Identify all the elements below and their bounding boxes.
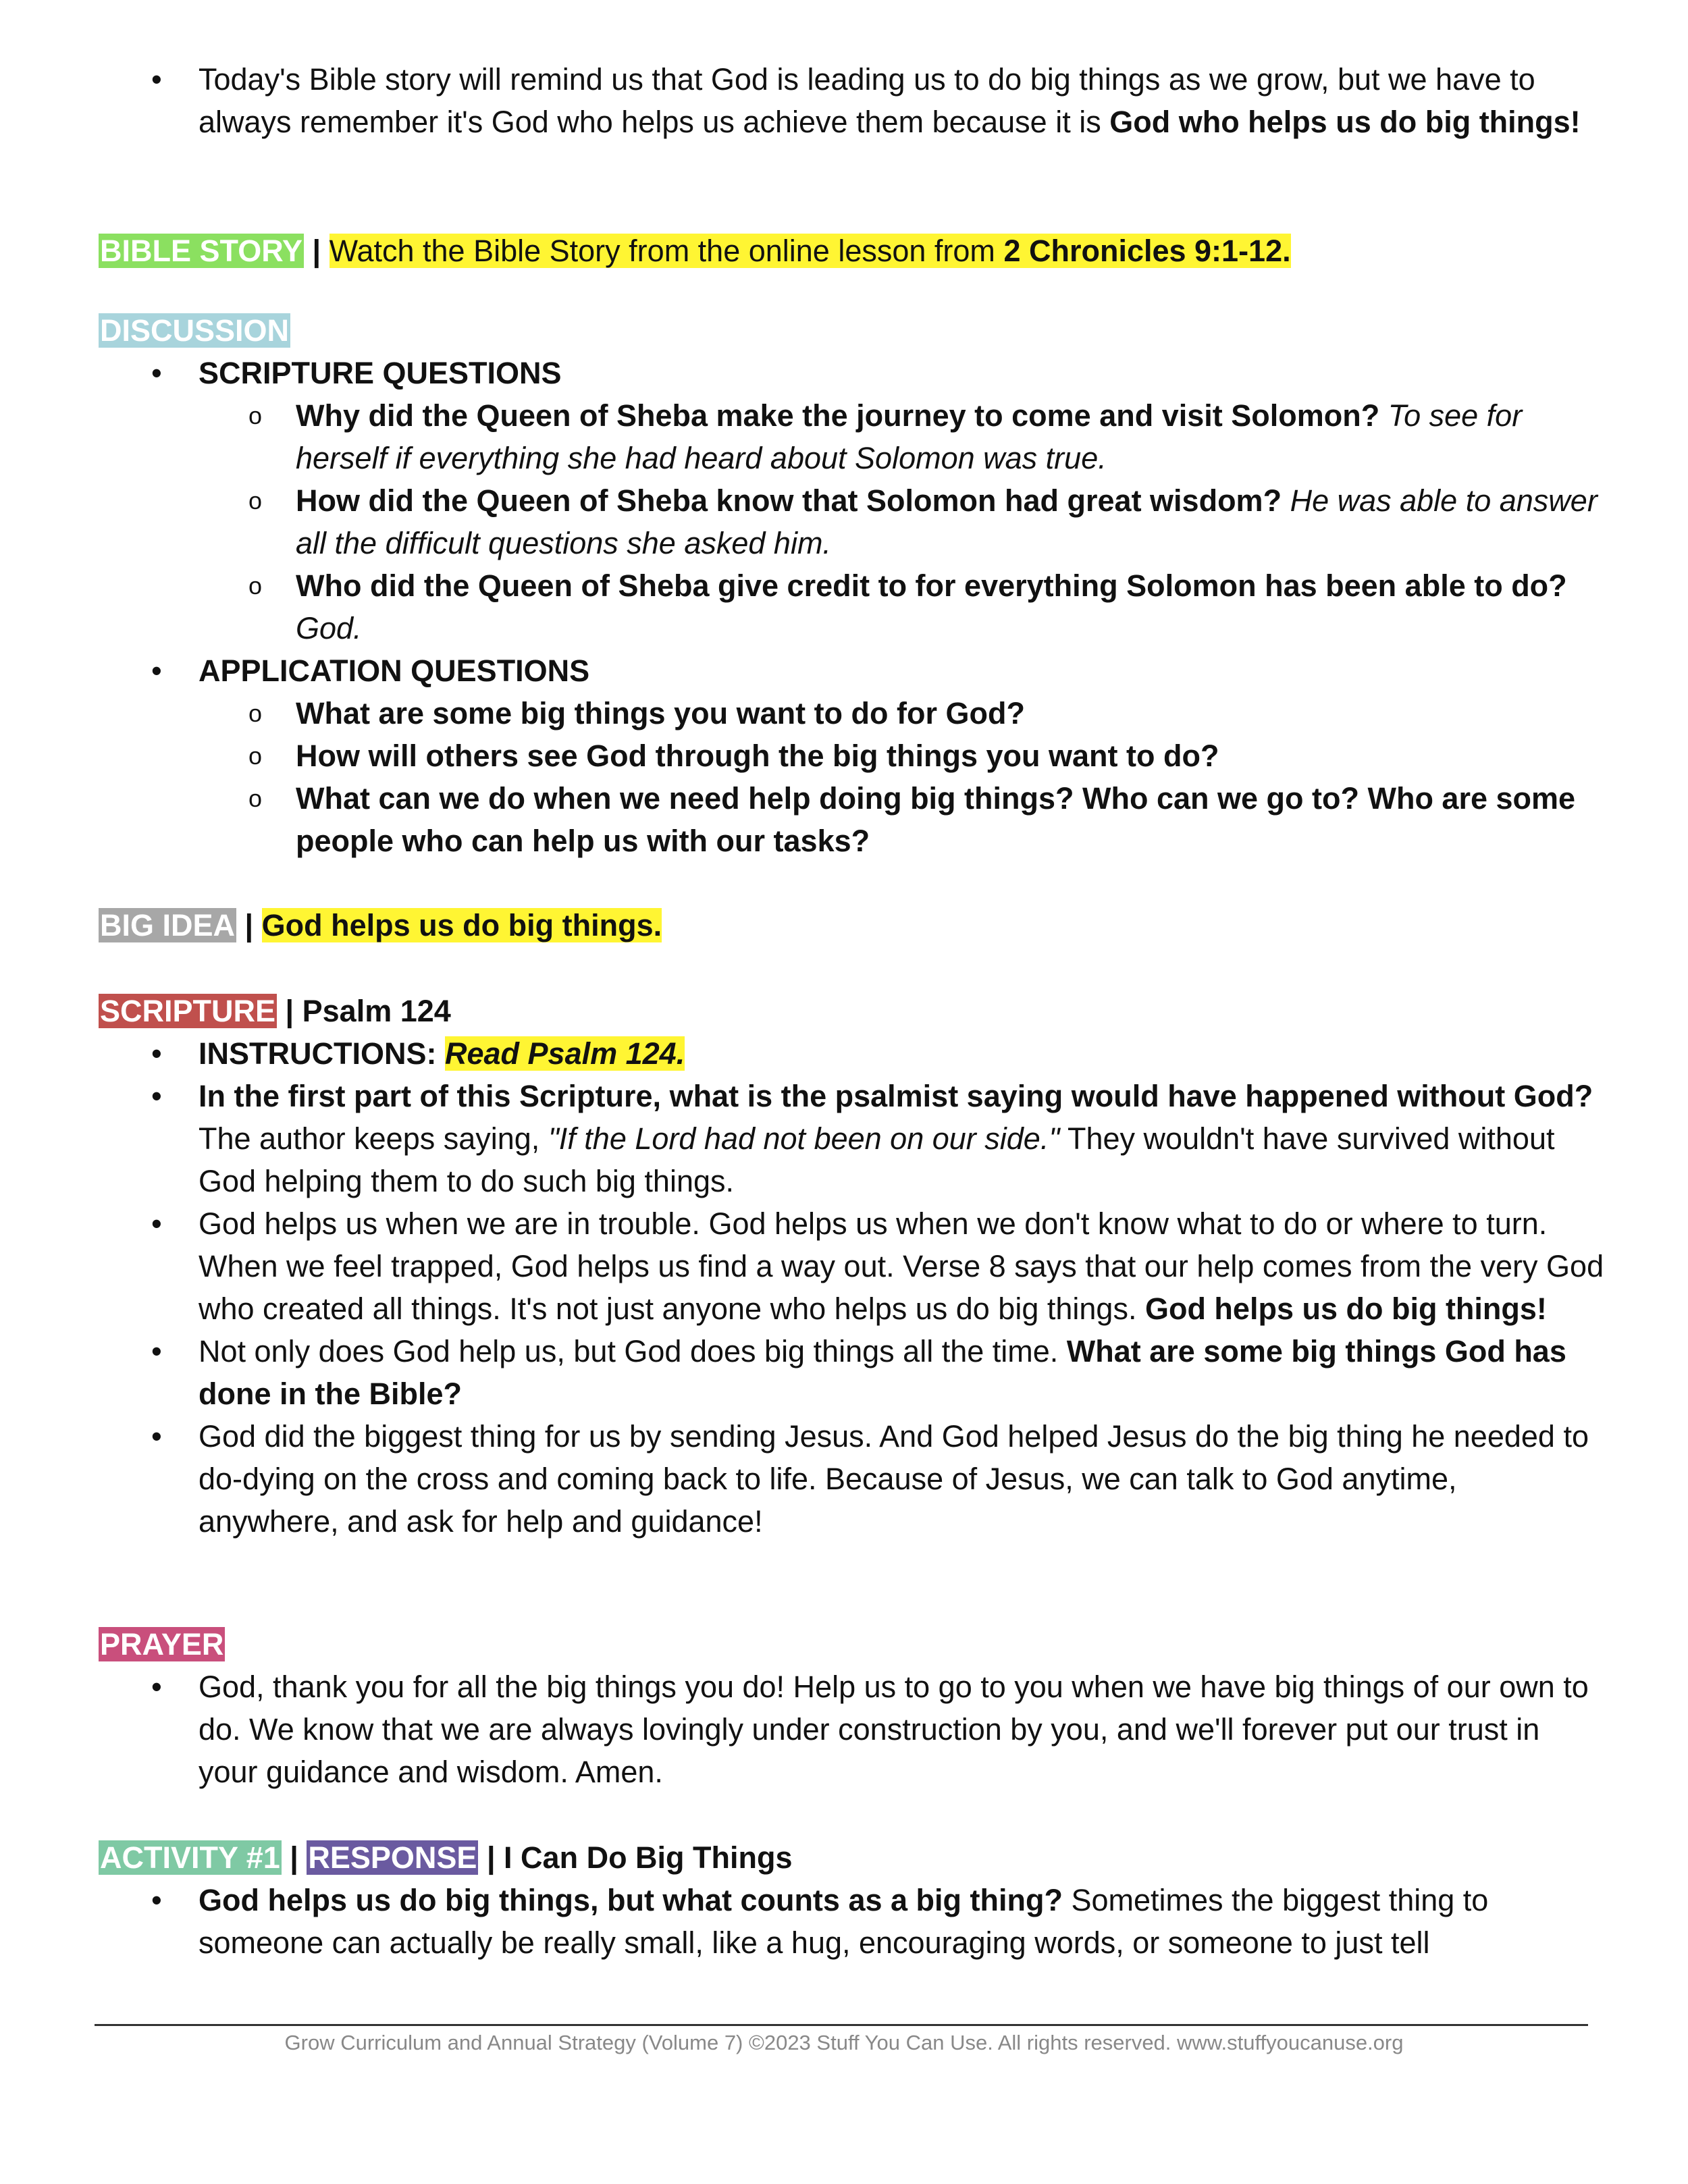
list-item: • God helps us do big things, but what counts as a big thing? Sometimes the biggest thing to someone can actually be really small, like a hug, encouraging words, or someone to just tell [99, 1879, 1604, 1964]
activity-section: ACTIVITY #1 | RESPONSE | I Can Do Big Things • God helps us do big things, but what counts as a big thing? Sometimes the biggest thing to someone can actually be really small, like a hug, encouraging words, or someone to just tell [99, 1836, 1604, 1964]
list-item: • APPLICATION QUESTIONS [99, 649, 1604, 692]
list-item: • INSTRUCTIONS: Read Psalm 124. [99, 1032, 1604, 1075]
list-item: o What are some big things you want to do for God? [99, 692, 1604, 735]
list-item: • SCRIPTURE QUESTIONS [99, 352, 1604, 394]
discussion-tag: DISCUSSION [100, 313, 290, 348]
list-item: • God did the biggest thing for us by sending Jesus. And God helped Jesus do the big thing he needed to do-dying on the cross and coming back to life. Because of Jesus, we can talk to God anytime, anywhere, and ask for help and guidance! [99, 1415, 1604, 1543]
list-item: o How will others see God through the big things you want to do? [99, 735, 1604, 777]
list-item: o What can we do when we need help doing big things? Who can we go to? Who are some people who can help us with our tasks? [99, 777, 1604, 862]
scripture-section: SCRIPTURE | Psalm 124 • INSTRUCTIONS: Read Psalm 124. • In the first part of this Scripture, what is the psalmist saying would have happened without God? The author keeps saying, "If the Lord had not been on our side." They wouldn't have survived without God helping them to do such big things. • God helps us when we are in trouble. God helps us when we don't know what to do or where to turn. When we feel trapped, God helps us find a way out. Verse 8 says that our help comes from the very God who created all things. It's not just anyone who helps us do big things. God helps us do big things! • Not only does God help us, but God does big things all the time. What are some big things God has done in the Bible? • God did the biggest thing for us by sending Jesus. And God helped Jesus do the big thing he needed to do-dying on the cross and coming back to life. Because of Jesus, we can talk to God anytime, anywhere, and ask for help and guidance! [99, 990, 1604, 1543]
activity-title: I Can Do Big Things [504, 1840, 793, 1875]
list-item: • Today's Bible story will remind us that God is leading us to do big things as we grow, but we have to always remember it's God who helps us achieve them because it is God who helps us do big things! [99, 58, 1604, 143]
big-idea-tag: BIG IDEA [100, 908, 236, 942]
activity-tag: ACTIVITY #1 [100, 1840, 280, 1875]
bible-story-tag: BIBLE STORY [100, 234, 303, 268]
big-idea-heading: BIG IDEA | God helps us do big things. [100, 908, 662, 942]
bible-story-heading: BIBLE STORY | Watch the Bible Story from the online lesson from 2 Chronicles 9:1-12. [100, 234, 1291, 268]
bible-story-text: Watch the Bible Story from the online lesson from 2 Chronicles 9:1-12. [329, 234, 1291, 268]
list-item: • Not only does God help us, but God does big things all the time. What are some big things God has done in the Bible? [99, 1330, 1604, 1415]
list-item: • God, thank you for all the big things you do! Help us to go to you when we have big things of our own to do. We know that we are always lovingly under construction by you, and we'll forever put our trust in your guidance and wisdom. Amen. [99, 1666, 1604, 1793]
discussion-section [99, 309, 1604, 862]
list-item: o Who did the Queen of Sheba give credit to for everything Solomon has been able to do? God. [99, 564, 1604, 649]
list-item: o How did the Queen of Sheba know that Solomon had great wisdom? He was able to answer all the difficult questions she asked him. [99, 479, 1604, 564]
footer-text: Grow Curriculum and Annual Strategy (Volume 7) ©2023 Stuff You Can Use. All rights reserved. www.stuffyoucanuse.org [284, 2031, 1404, 2054]
list-item: • God helps us when we are in trouble. God helps us when we don't know what to do or where to turn. When we feel trapped, God helps us find a way out. Verse 8 says that our help comes from the very God who created all things. It's not just anyone who helps us do big things. God helps us do big things! [99, 1202, 1604, 1330]
big-idea-text: God helps us do big things. [261, 908, 662, 942]
prayer-section [99, 1623, 1604, 1793]
list-item: • In the first part of this Scripture, what is the psalmist saying would have happened without God? The author keeps saying, "If the Lord had not been on our side." They wouldn't have survived without God helping them to do such big things. [99, 1075, 1604, 1202]
response-tag: RESPONSE [308, 1840, 477, 1875]
footer-divider [95, 2024, 1588, 2026]
intro-section [99, 58, 1604, 143]
list-item: o Why did the Queen of Sheba make the journey to come and visit Solomon? To see for herself if everything she had heard about Solomon was true. [99, 394, 1604, 479]
scripture-tag: SCRIPTURE [100, 994, 276, 1028]
prayer-tag: PRAYER [100, 1627, 224, 1661]
